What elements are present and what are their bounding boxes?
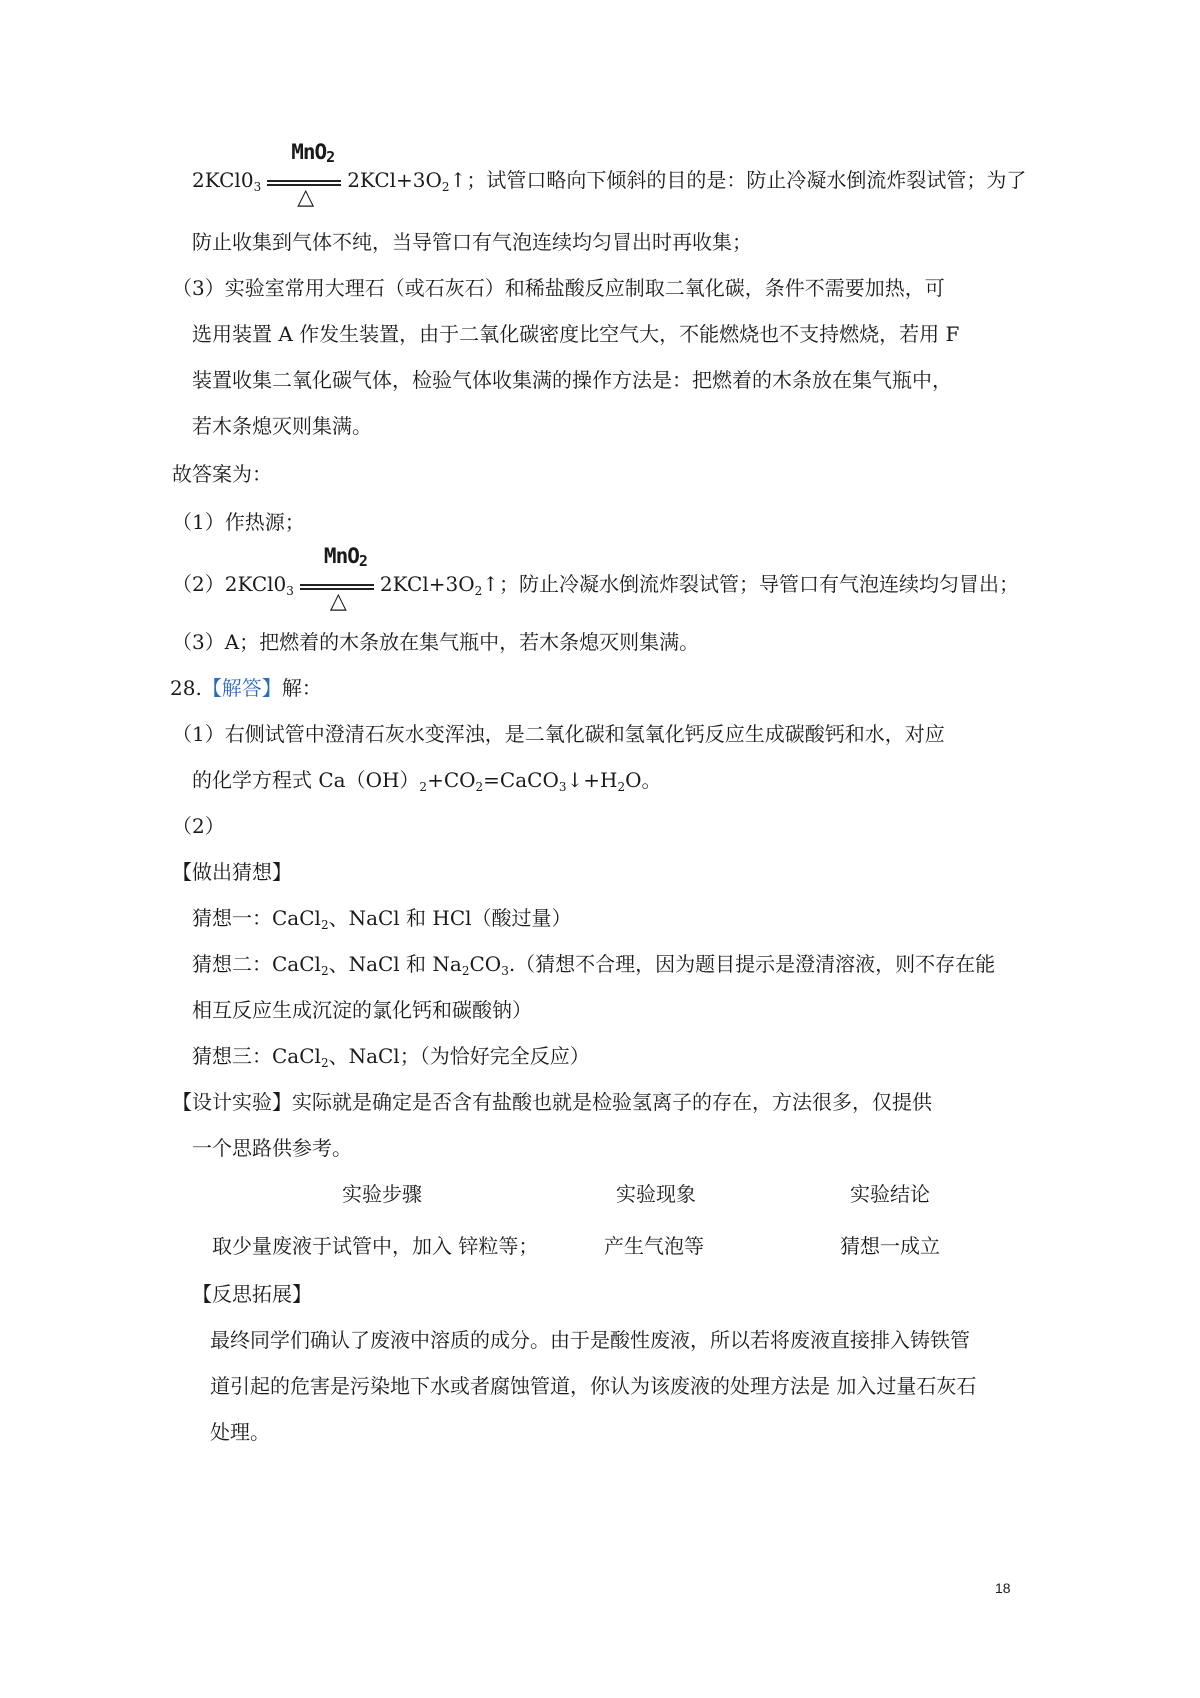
heat-symbol: △ bbox=[329, 589, 347, 614]
heat-symbol: △ bbox=[297, 185, 315, 210]
text-line: （3）A；把燃着的木条放在集气瓶中，若木条熄灭则集满。 bbox=[172, 630, 700, 654]
table-header-cell: 实验现象 bbox=[616, 1182, 696, 1206]
hypothesis-3: 猜想三：CaCl$_2$、NaCl；（为恰好完全反应） bbox=[192, 1044, 590, 1070]
text-line: 一个思路供参考。 bbox=[192, 1136, 352, 1160]
subscript: 3 bbox=[253, 180, 262, 194]
text-line: （1）作热源； bbox=[172, 510, 305, 534]
text-line: 防止收集到气体不纯，当导管口有气泡连续均匀冒出时再收集； bbox=[192, 230, 752, 254]
text-line: 若木条熄灭则集满。 bbox=[192, 414, 372, 438]
answer-tag: 【解答】 bbox=[201, 676, 282, 700]
reaction-condition bbox=[261, 140, 347, 210]
page-number: 18 bbox=[995, 1580, 1011, 1596]
table-cell: 取少量废液于试管中，加入 锌粒等； bbox=[212, 1234, 539, 1258]
question-28-heading: 28.【解答】解： bbox=[170, 676, 322, 700]
text-line: （1）右侧试管中澄清石灰水变浑浊，是二氧化碳和氢氧化钙反应生成碳酸钙和水，对应 bbox=[172, 722, 945, 746]
hypothesis-1: 猜想一：CaCl$_2$、NaCl 和 HCl（酸过量） bbox=[192, 906, 572, 932]
text-line: 道引起的危害是污染地下水或者腐蚀管道，你认为该废液的处理方法是 加入过量石灰石 bbox=[210, 1374, 977, 1398]
equation-line-3: 的化学方程式 $Ca(OH)_2+CO_2=CaCO_3↓+H_2O$。 bbox=[192, 768, 662, 794]
product-text: 2KCl+3O bbox=[347, 168, 442, 192]
text-line: （2） bbox=[172, 814, 225, 838]
reactant-text: 2KCl0 bbox=[192, 168, 254, 192]
table-header-cell: 实验步骤 bbox=[342, 1182, 422, 1206]
reaction-condition bbox=[294, 544, 380, 614]
text-line: 装置收集二氧化碳气体，检验气体收集满的操作方法是：把燃着的木条放在集气瓶中， bbox=[192, 368, 952, 392]
text-line: 处理。 bbox=[210, 1420, 270, 1444]
text-line: 【设计实验】实际就是确定是否含有盐酸也就是检验氢离子的存在，方法很多，仅提供 bbox=[172, 1090, 932, 1114]
text-line: 相互反应生成沉淀的氯化钙和碳酸钠） bbox=[192, 998, 532, 1022]
answer-heading: 故答案为： bbox=[172, 462, 272, 486]
section-heading: 【反思拓展】 bbox=[192, 1282, 312, 1306]
table-header-cell: 实验结论 bbox=[850, 1182, 930, 1206]
table-cell: 猜想一成立 bbox=[840, 1234, 940, 1258]
equation-line-1: $2KCl0_3$ MnO2 △ $2KCl+3O_2↑$；试管口略向下倾斜的目的是：防止冷凝水倒流炸裂试管；为了 bbox=[192, 140, 1027, 210]
section-heading: 【做出猜想】 bbox=[172, 860, 292, 884]
catalyst-label: MnO2 bbox=[323, 544, 367, 570]
text-line: 最终同学们确认了废液中溶质的成分。由于是酸性废液，所以若将废液直接排入铸铁管 bbox=[210, 1328, 970, 1352]
text-line: 选用装置 A 作发生装置，由于二氧化碳密度比空气大，不能燃烧也不支持燃烧，若用 F bbox=[192, 322, 960, 346]
table-cell: 产生气泡等 bbox=[604, 1234, 704, 1258]
text-line: （3）实验室常用大理石（或石灰石）和稀盐酸反应制取二氧化碳，条件不需要加热，可 bbox=[172, 276, 945, 300]
catalyst-label: MnO2 bbox=[291, 140, 335, 166]
question-number: 28. bbox=[170, 676, 202, 700]
hypothesis-2: 猜想二：CaCl$_2$、NaCl 和 $Na_2CO_3$.（猜想不合理，因为题目提示是澄清溶液，则不存在能 bbox=[192, 952, 996, 978]
equation-line-2: $(2)2KCl0_3$ MnO2 △ $2KCl+3O_2↑$；防止冷凝水倒流炸裂试管；导管口有气泡连续均匀冒出； bbox=[172, 544, 1020, 614]
